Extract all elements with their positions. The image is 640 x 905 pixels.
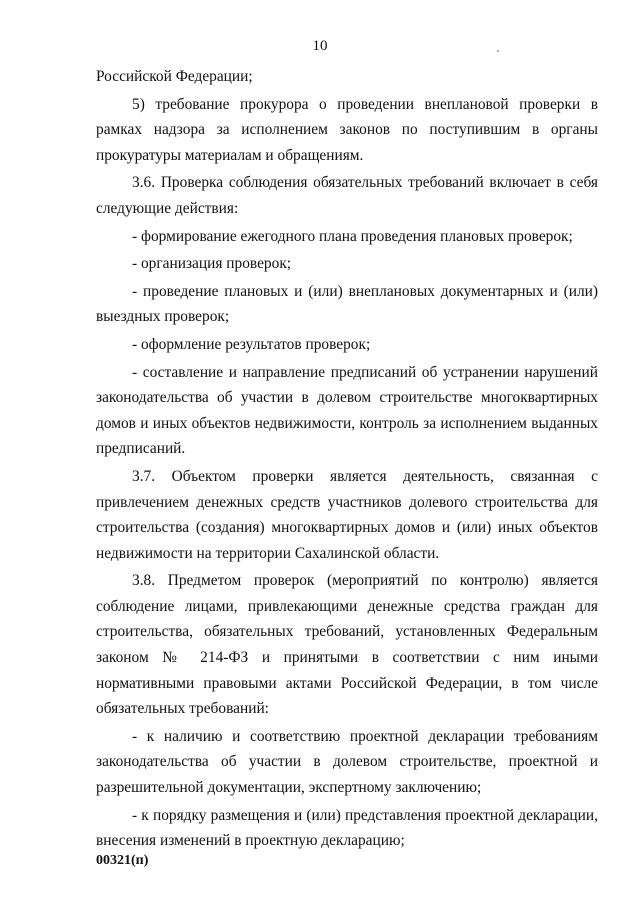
paragraph: - формирование ежегодного плана проведения плановых проверок; — [132, 227, 573, 245]
paragraph: 3.6. Проверка соблюдения обязательных требований включает в себя следующие действия: — [96, 174, 598, 217]
paragraph: 3.8. Предметом проверок (мероприятий по контролю) является соблюдение лицами, привлекающими денежные средства граждан для строительства, обязательных требований, установленных Федеральным законом № 214-ФЗ и принятыми в соответствии с ним иными нормативными правовыми актами Российской Федерации, в том числе обязательных требований: — [96, 572, 598, 718]
paragraph: - составление и направление предписаний об устранении нарушений законодательства об участии в долевом строительстве многоквартирных домов и иных объектов недвижимости, контроль за исполнением выданных предписаний. — [96, 363, 598, 458]
paragraph: Российской Федерации; — [96, 68, 253, 85]
body-text — [96, 64, 598, 856]
paragraph: - оформление результатов проверок; — [132, 335, 371, 353]
scan-speck — [497, 50, 499, 52]
paragraph: 5) требование прокурора о проведении внеплановой проверки в рамках надзора за исполнением законов по поступившим в органы прокуратуры материалам и обращениям. — [96, 95, 598, 164]
paragraph: - организация проверок; — [132, 255, 292, 273]
page-number: 10 — [312, 38, 328, 54]
paragraph: - к наличию и соответствию проектной декларации требованиям законодательства об участии в долевом строительстве, проектной и разрешительной документации, экспертному заключению; — [96, 727, 598, 797]
paragraph: - проведение плановых и (или) внеплановых документарных и (или) выездных проверок; — [96, 282, 598, 326]
paragraph: 3.7. Объектом проверки является деятельность, связанная с привлечением денежных средств участников долевого строительства для строительства (создания) многоквартирных домов и (или) иных объектов недвижимости на территории Сахалинской области. — [96, 467, 598, 562]
paragraph: - к порядку размещения и (или) представления проектной декларации, внесения изменений в проектную декларацию; — [96, 806, 598, 850]
document-code: 00321(п) — [96, 853, 149, 868]
